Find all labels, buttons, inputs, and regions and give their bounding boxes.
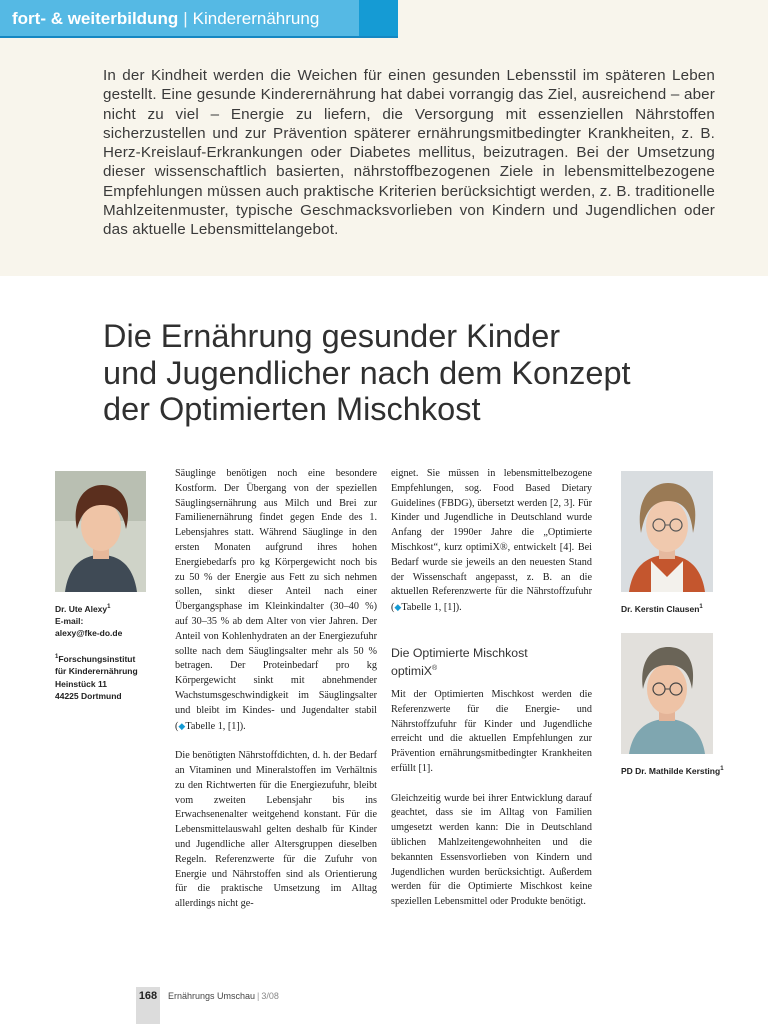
col1-paragraph-1: Säuglinge benötigen noch eine besondere Kostform. Der Übergang von der speziellen Säuglingsernährung aus Milch und Brei zur Familienernährung findet gegen Ende des 1. Lebensjahres statt. Während Säuglinge in den ersten Monaten aufgrund ihres hohen Energiebedarfs pro kg Körpergewicht noch bis zu 50 % der Energie aus Fett zu sich nehmen sollen, sinkt dieser Anteil nach einer Übergangsphase im Kleinkindalter (30–40 %) auf 30–35 % ab dem Alter von vier Jahren. Der Anteil von Kohlenhydraten an der Energiezufuhr sollte nach dem Säuglingsalter mehr als 50 % betragen. Der Proteinbedarf pro kg Körpergewicht sinkt mit abnehmender Wachstumsgeschwindigkeit im Säuglingsalter und bleibt im Kindes- und Jugendalter stabil (◆Tabelle 1, [1]).: [175, 468, 377, 732]
email-label: E-mail:: [55, 616, 84, 627]
header-accent-block: [359, 0, 398, 37]
section-category: fort- & weiterbildung: [12, 8, 179, 28]
affiliation-line-1: $^1$Forschungsinstitut: [55, 654, 136, 665]
author-photo-clausen: [621, 471, 713, 592]
body-column-1: [175, 467, 377, 912]
col2-paragraph-3: Gleichzeitig wurde bei ihrer Entwicklung darauf geachtet, dass sie im Alltag von Familien umgesetzt werden kann: Die in Deutschland üblichen Mahlzeitengewohnheiten und die bekannten Essensvorlieben von Kindern und Jugendlichen wurden berücksichtigt. Außerdem werden für die Optimierte Mischkost keine speziellen Lebensmittel oder Produkte benötigt.: [391, 792, 592, 908]
journal-name: Ernährungs Umschau: [168, 991, 256, 1001]
diamond-icon: ◆: [394, 602, 402, 613]
author-photo-alexy: [55, 471, 146, 592]
author-info-alexy: [55, 601, 175, 702]
affiliation-line-4: 44225 Dortmund: [55, 690, 122, 701]
col2-paragraph-2: Mit der Optimierten Mischkost werden die Referenzwerte für die Energie- und Nährstoffzufuhr für Kinder und Jugendliche erreicht und die aktuellen Empfehlungen zur Prävention ernährungsmitbedingter Krankheiten erfüllt [1].: [391, 689, 592, 775]
intro-paragraph: In der Kindheit werden die Weichen für einen gesunden Lebensstil im späteren Leben gestellt. Eine gesunde Kinderernährung hat dabei vorrangig das Ziel, ausreichend – aber nicht zu viel – Energie zu liefern, die Versorgung mit essenziellen Nährstoffen sicherzustellen und zur Prävention späterer ernährungsmitbedingter Krankheiten, z. B. Herz-Kreislauf-Erkrankungen oder Diabetes mellitus, beizutragen. Bei der Umsetzung dieser wissenschaftlich basierten, nährstoffbezogenen Ziele in lebensmittelbezogene Empfehlungen müssen auch praktische Kriterien berücksichtigt werden, z. B. traditionelle Mahlzeitenmuster, typische Geschmacksvorlieben von Kindern und Jugendlichen oder das aktuelle Lebensmittelangebot.: [103, 67, 715, 239]
title-line-3: der Optimierten Mischkost: [103, 391, 481, 427]
section-separator: |: [183, 8, 188, 28]
section-heading-optimix: Die Optimierte Mischkost optimiX®: [391, 645, 528, 679]
journal-issue: 3/08: [261, 991, 279, 1001]
col2-paragraph-1: eignet. Sie müssen in lebensmittelbezogene Empfehlungen, sog. Food Based Dietary Guidelines (FBDG), übersetzt werden [2, 3]. Für Kinder und Jugendliche in Deutschland wurde Anfang der 1990er Jahre die „Optimierte Mischkost“, kurz optimiX®, entwickelt [4]. Bei Bedarf wurde sie jeweils an den neuesten Stand der Wissenschaft angepasst, z. B. an die aktuellen Referenzwerte für die Nährstoffzufuhr (◆Tabelle 1, [1]).: [391, 468, 592, 614]
affiliation-line-3: Heinstück 11: [55, 678, 107, 689]
author-email: alexy@fke-do.de: [55, 628, 123, 639]
title-line-1: Die Ernährung gesunder Kinder: [103, 318, 561, 354]
header-rule: [0, 36, 398, 38]
author-name-kersting: PD Dr. Mathilde Kersting$^1$: [621, 765, 724, 776]
section-header: [0, 0, 359, 37]
article-title: [103, 318, 743, 428]
diamond-icon: ◆: [178, 720, 186, 731]
page-number: 168: [138, 990, 158, 1002]
affiliation-line-2: für Kinderernährung: [55, 666, 138, 677]
body-column-2: [391, 467, 592, 910]
section-topic: Kinderernährung: [192, 8, 320, 28]
author-name-clausen: Dr. Kerstin Clausen$^1$: [621, 603, 703, 614]
author-photo-kersting: [621, 633, 713, 754]
author-name-alexy: Dr. Ute Alexy$^1$: [55, 603, 111, 614]
footer-journal: Ernährungs Umschau | 3/08: [168, 991, 279, 1001]
col1-paragraph-2: Die benötigten Nährstoffdichten, d. h. der Bedarf an Vitaminen und Mineralstoffen im Verhältnis zu den Richtwerten für die Energiezufuhr, bleibt vom zweiten Lebensjahr bis ins Erwachsenenalter weitgehend konstant. Für die Lebensmittelauswahl gelten deshalb für Kinder und Jugendliche aller Altersgruppen dieselben Regeln. Referenzwerte für die Zufuhr von Energie und Nährstoffen sind als Orientierung für die praktische Umsetzung im Alltag allerdings nicht ge-: [175, 750, 377, 910]
title-line-2: und Jugendlicher nach dem Konzept: [103, 354, 631, 391]
